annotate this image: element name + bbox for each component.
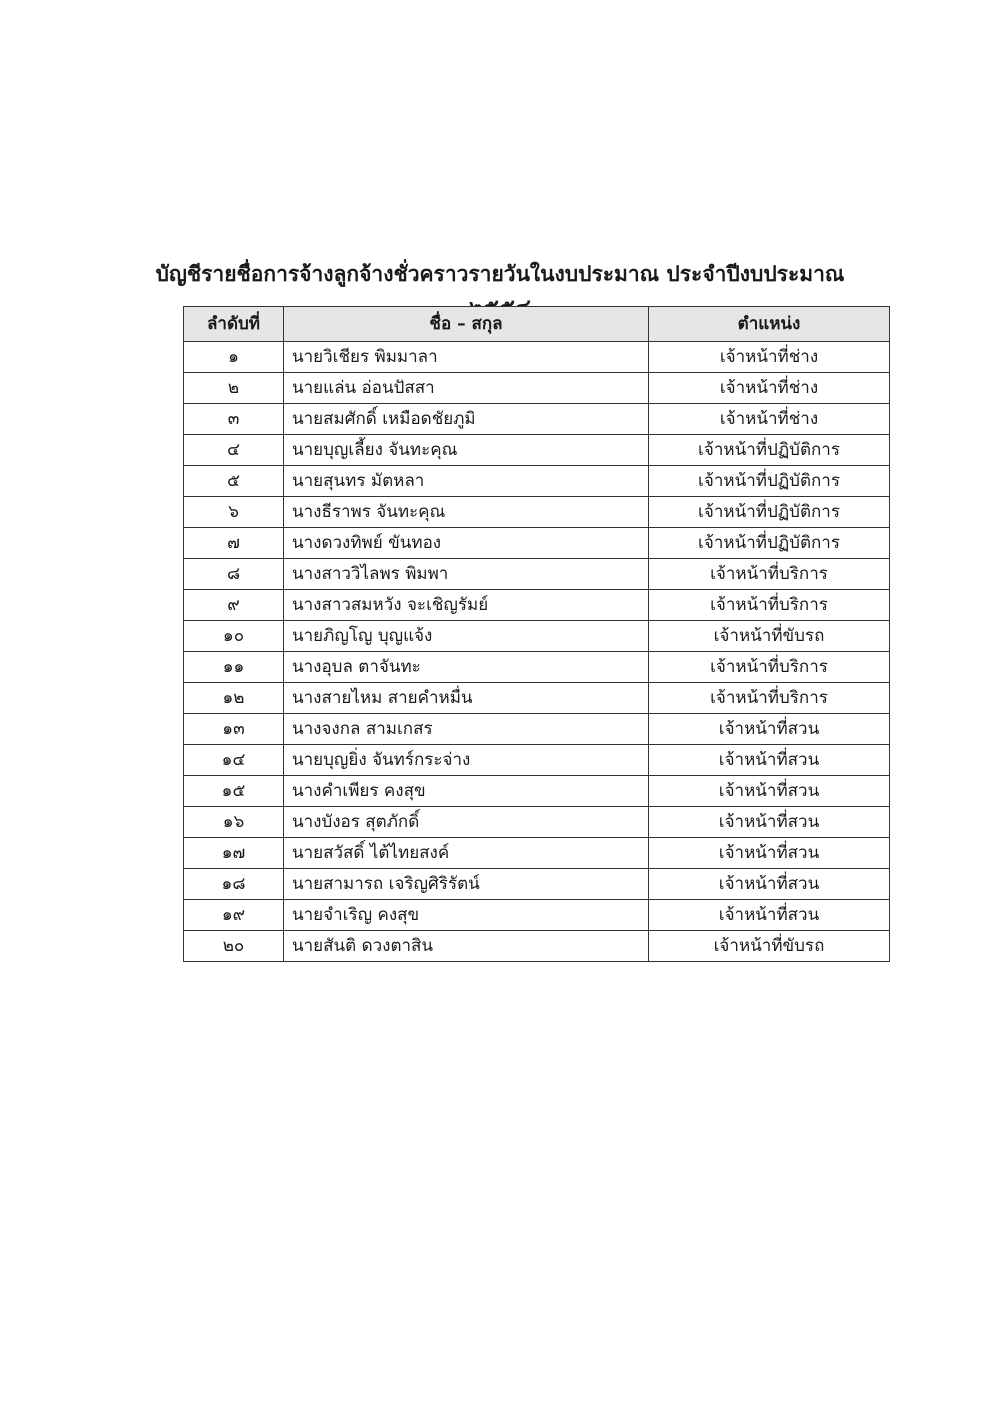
row-number-cell: ๙ <box>184 590 284 621</box>
row-name-cell: นางสายไหม สายคำหมื่น <box>284 683 649 714</box>
row-name-cell: นางธีราพร จันทะคุณ <box>284 497 649 528</box>
row-number-cell: ๑๗ <box>184 838 284 869</box>
row-name-cell: นายวิเชียร พิมมาลา <box>284 342 649 373</box>
table-row <box>184 838 890 869</box>
row-number-cell: ๑๓ <box>184 714 284 745</box>
table-row <box>184 776 890 807</box>
row-name-cell: นางคำเพียร คงสุข <box>284 776 649 807</box>
row-number-cell: ๑๐ <box>184 621 284 652</box>
document-title: บัญชีรายชื่อการจ้างลูกจ้างชั่วคราวรายวันในงบประมาณ ประจำปีงบประมาณ <box>155 262 845 286</box>
table-row <box>184 621 890 652</box>
row-name-cell: นางดวงทิพย์ ขันทอง <box>284 528 649 559</box>
table-body <box>184 342 890 962</box>
row-number-cell: ๑๑ <box>184 652 284 683</box>
table-row <box>184 683 890 714</box>
header-position: ตำแหน่ง <box>649 307 890 342</box>
table-row <box>184 869 890 900</box>
row-position-cell: เจ้าหน้าที่ช่าง <box>649 404 890 435</box>
row-name-cell: นายภิญโญ บุญแจ้ง <box>284 621 649 652</box>
table-row <box>184 714 890 745</box>
row-name-cell: นายแล่น อ่อนปัสสา <box>284 373 649 404</box>
row-position-cell: เจ้าหน้าที่สวน <box>649 745 890 776</box>
row-name-cell: นายสมศักดิ์ เหมือดชัยภูมิ <box>284 404 649 435</box>
row-number-cell: ๓ <box>184 404 284 435</box>
row-name-cell: นายสุนทร มัตหลา <box>284 466 649 497</box>
row-number-cell: ๘ <box>184 559 284 590</box>
row-position-cell: เจ้าหน้าที่ปฏิบัติการ <box>649 435 890 466</box>
row-position-cell: เจ้าหน้าที่ช่าง <box>649 373 890 404</box>
row-number-cell: ๒ <box>184 373 284 404</box>
table-row <box>184 373 890 404</box>
row-number-cell: ๑๖ <box>184 807 284 838</box>
row-name-cell: นางจงกล สามเกสร <box>284 714 649 745</box>
row-number-cell: ๔ <box>184 435 284 466</box>
row-name-cell: นางสาววิไลพร พิมพา <box>284 559 649 590</box>
table-header-row <box>184 307 890 342</box>
row-position-cell: เจ้าหน้าที่สวน <box>649 900 890 931</box>
row-position-cell: เจ้าหน้าที่บริการ <box>649 683 890 714</box>
table-row <box>184 807 890 838</box>
row-name-cell: นางอุบล ตาจันทะ <box>284 652 649 683</box>
row-number-cell: ๑๒ <box>184 683 284 714</box>
row-number-cell: ๒๐ <box>184 931 284 962</box>
table-row <box>184 466 890 497</box>
row-name-cell: นายจำเริญ คงสุข <box>284 900 649 931</box>
row-position-cell: เจ้าหน้าที่สวน <box>649 869 890 900</box>
table-row <box>184 497 890 528</box>
row-position-cell: เจ้าหน้าที่ปฏิบัติการ <box>649 466 890 497</box>
row-number-cell: ๕ <box>184 466 284 497</box>
row-number-cell: ๑๙ <box>184 900 284 931</box>
header-name: ชื่อ – สกุล <box>284 307 649 342</box>
row-name-cell: นายบุญยิ่ง จันทร์กระจ่าง <box>284 745 649 776</box>
row-position-cell: เจ้าหน้าที่สวน <box>649 714 890 745</box>
row-name-cell: นายสันติ ดวงตาสิน <box>284 931 649 962</box>
row-name-cell: นายบุญเลี้ยง จันทะคุณ <box>284 435 649 466</box>
header-number: ลำดับที่ <box>184 307 284 342</box>
row-position-cell: เจ้าหน้าที่ปฏิบัติการ <box>649 497 890 528</box>
row-position-cell: เจ้าหน้าที่บริการ <box>649 652 890 683</box>
row-position-cell: เจ้าหน้าที่บริการ <box>649 590 890 621</box>
row-number-cell: ๑๘ <box>184 869 284 900</box>
table-row <box>184 528 890 559</box>
row-name-cell: นางบังอร สุตภักดิ์ <box>284 807 649 838</box>
table-row <box>184 745 890 776</box>
table-row <box>184 652 890 683</box>
staff-table <box>183 306 890 962</box>
row-name-cell: นางสาวสมหวัง จะเชิญรัมย์ <box>284 590 649 621</box>
row-position-cell: เจ้าหน้าที่สวน <box>649 776 890 807</box>
table-row <box>184 590 890 621</box>
row-number-cell: ๗ <box>184 528 284 559</box>
table-row <box>184 435 890 466</box>
row-position-cell: เจ้าหน้าที่ขับรถ <box>649 931 890 962</box>
row-position-cell: เจ้าหน้าที่สวน <box>649 838 890 869</box>
row-position-cell: เจ้าหน้าที่บริการ <box>649 559 890 590</box>
table-row <box>184 900 890 931</box>
row-position-cell: เจ้าหน้าที่ช่าง <box>649 342 890 373</box>
table-row <box>184 931 890 962</box>
row-number-cell: ๖ <box>184 497 284 528</box>
row-number-cell: ๑ <box>184 342 284 373</box>
table-row <box>184 404 890 435</box>
row-number-cell: ๑๕ <box>184 776 284 807</box>
row-position-cell: เจ้าหน้าที่ขับรถ <box>649 621 890 652</box>
row-name-cell: นายสามารถ เจริญศิริรัตน์ <box>284 869 649 900</box>
row-name-cell: นายสวัสดิ์ ไต้ไทยสงค์ <box>284 838 649 869</box>
table-row <box>184 559 890 590</box>
row-number-cell: ๑๔ <box>184 745 284 776</box>
table-row <box>184 342 890 373</box>
row-position-cell: เจ้าหน้าที่ปฏิบัติการ <box>649 528 890 559</box>
row-position-cell: เจ้าหน้าที่สวน <box>649 807 890 838</box>
